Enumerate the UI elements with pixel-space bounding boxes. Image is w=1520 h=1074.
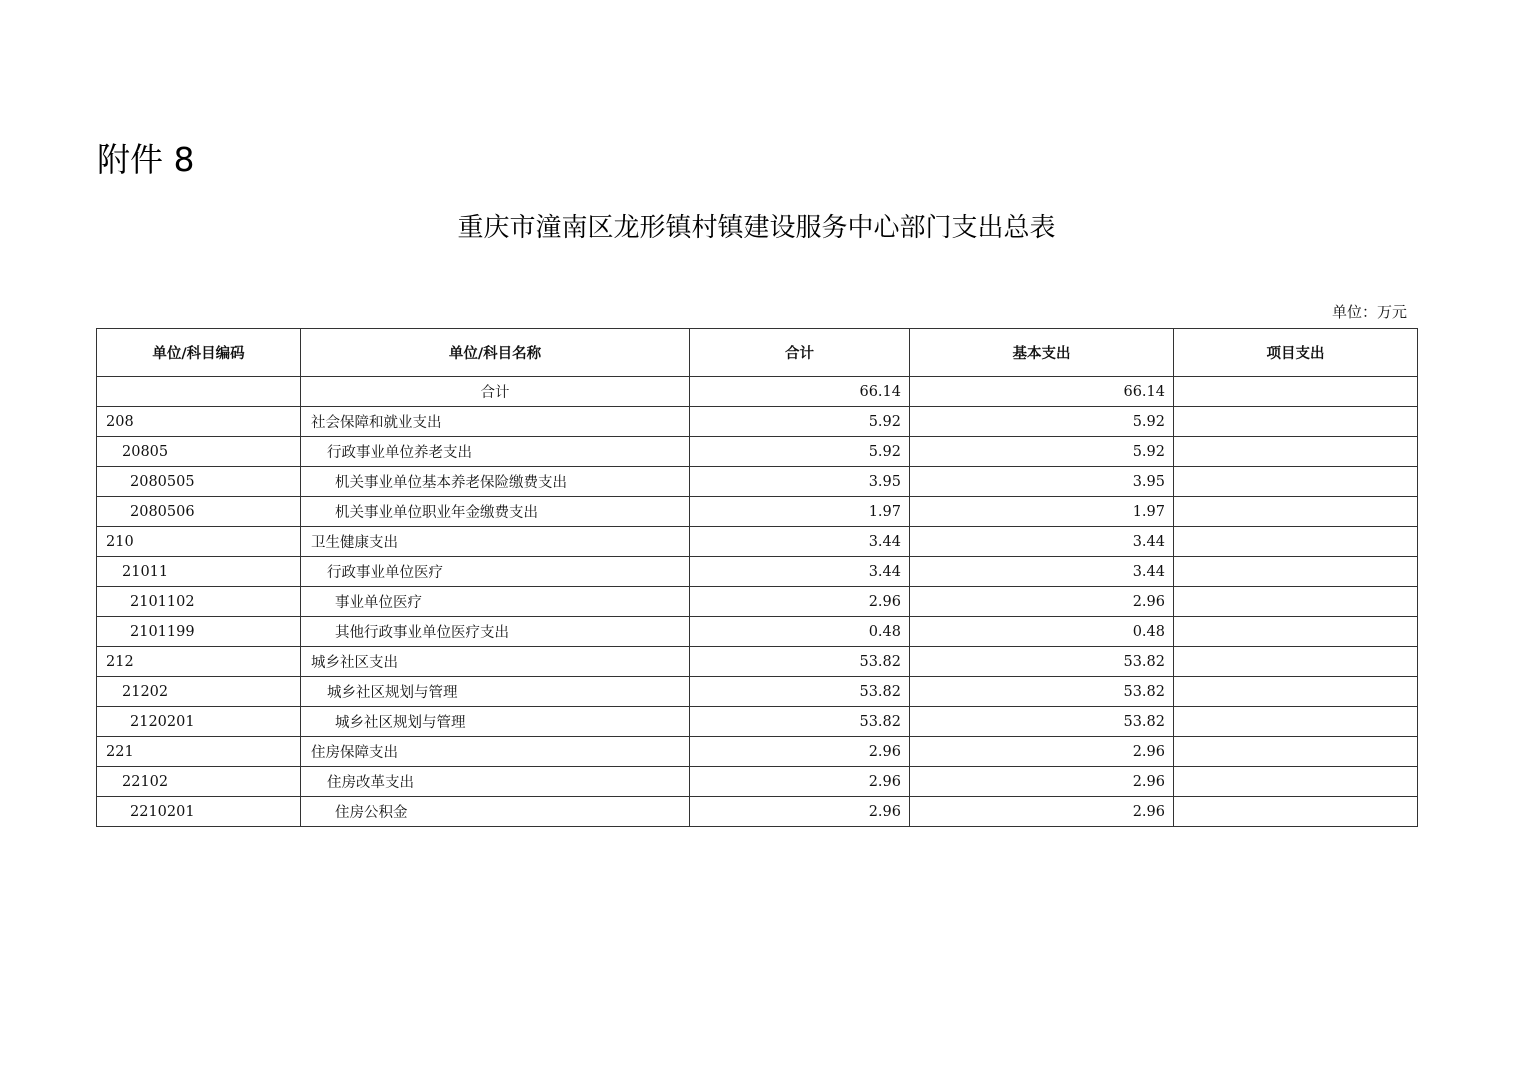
row-basic: 2.96 xyxy=(910,587,1174,617)
total-sum: 66.14 xyxy=(690,377,910,407)
row-total: 2.96 xyxy=(690,767,910,797)
row-project xyxy=(1174,617,1418,647)
table-row xyxy=(97,587,1418,617)
row-code: 2210201 xyxy=(97,797,301,827)
row-total: 5.92 xyxy=(690,407,910,437)
row-code: 2080506 xyxy=(97,497,301,527)
unit-note: 单位：万元 xyxy=(1331,303,1407,321)
row-total: 5.92 xyxy=(690,437,910,467)
row-name: 社会保障和就业支出 xyxy=(301,407,690,437)
table-row xyxy=(97,407,1418,437)
row-code: 210 xyxy=(97,527,301,557)
header-code: 单位/科目编码 xyxy=(97,329,301,377)
row-basic: 3.44 xyxy=(910,557,1174,587)
row-project xyxy=(1174,767,1418,797)
row-total: 2.96 xyxy=(690,737,910,767)
row-total: 3.44 xyxy=(690,527,910,557)
row-project xyxy=(1174,737,1418,767)
document-title: 重庆市潼南区龙形镇村镇建设服务中心部门支出总表 xyxy=(457,213,1056,243)
table-row xyxy=(97,617,1418,647)
row-code: 22102 xyxy=(97,767,301,797)
row-project xyxy=(1174,407,1418,437)
attachment-label: 附件 8 xyxy=(97,140,195,179)
row-total: 2.96 xyxy=(690,797,910,827)
row-basic: 53.82 xyxy=(910,707,1174,737)
header-row xyxy=(97,329,1418,377)
row-code: 21011 xyxy=(97,557,301,587)
row-project xyxy=(1174,647,1418,677)
row-name: 机关事业单位职业年金缴费支出 xyxy=(301,497,690,527)
table-row xyxy=(97,797,1418,827)
expense-table xyxy=(96,328,1418,827)
row-total: 2.96 xyxy=(690,587,910,617)
row-name: 住房改革支出 xyxy=(301,767,690,797)
total-code xyxy=(97,377,301,407)
row-name: 行政事业单位医疗 xyxy=(301,557,690,587)
header-total: 合计 xyxy=(690,329,910,377)
row-project xyxy=(1174,437,1418,467)
row-project xyxy=(1174,557,1418,587)
row-total: 1.97 xyxy=(690,497,910,527)
row-name: 住房保障支出 xyxy=(301,737,690,767)
row-name: 城乡社区支出 xyxy=(301,647,690,677)
table-row xyxy=(97,677,1418,707)
row-code: 2101102 xyxy=(97,587,301,617)
row-project xyxy=(1174,587,1418,617)
row-basic: 2.96 xyxy=(910,767,1174,797)
row-basic: 53.82 xyxy=(910,677,1174,707)
total-row xyxy=(97,377,1418,407)
row-total: 53.82 xyxy=(690,647,910,677)
table-row xyxy=(97,437,1418,467)
row-name: 卫生健康支出 xyxy=(301,527,690,557)
row-name: 其他行政事业单位医疗支出 xyxy=(301,617,690,647)
header-name: 单位/科目名称 xyxy=(301,329,690,377)
row-basic: 3.44 xyxy=(910,527,1174,557)
row-name: 行政事业单位养老支出 xyxy=(301,437,690,467)
table-row xyxy=(97,497,1418,527)
table-row xyxy=(97,647,1418,677)
row-total: 53.82 xyxy=(690,707,910,737)
row-project xyxy=(1174,677,1418,707)
table-row xyxy=(97,767,1418,797)
row-basic: 3.95 xyxy=(910,467,1174,497)
row-basic: 0.48 xyxy=(910,617,1174,647)
table-row xyxy=(97,737,1418,767)
row-project xyxy=(1174,497,1418,527)
table-row xyxy=(97,467,1418,497)
row-code: 221 xyxy=(97,737,301,767)
row-total: 0.48 xyxy=(690,617,910,647)
row-total: 3.95 xyxy=(690,467,910,497)
row-project xyxy=(1174,797,1418,827)
row-basic: 53.82 xyxy=(910,647,1174,677)
row-project xyxy=(1174,527,1418,557)
row-basic: 5.92 xyxy=(910,407,1174,437)
row-code: 2101199 xyxy=(97,617,301,647)
table-row xyxy=(97,707,1418,737)
header-project: 项目支出 xyxy=(1174,329,1418,377)
row-project xyxy=(1174,707,1418,737)
total-project xyxy=(1174,377,1418,407)
row-total: 3.44 xyxy=(690,557,910,587)
row-basic: 2.96 xyxy=(910,797,1174,827)
row-project xyxy=(1174,467,1418,497)
table-row xyxy=(97,557,1418,587)
row-code: 212 xyxy=(97,647,301,677)
row-basic: 1.97 xyxy=(910,497,1174,527)
total-label: 合计 xyxy=(301,377,690,407)
row-code: 2080505 xyxy=(97,467,301,497)
header-basic: 基本支出 xyxy=(910,329,1174,377)
row-code: 208 xyxy=(97,407,301,437)
row-basic: 5.92 xyxy=(910,437,1174,467)
row-code: 2120201 xyxy=(97,707,301,737)
row-name: 事业单位医疗 xyxy=(301,587,690,617)
table-row xyxy=(97,527,1418,557)
row-name: 机关事业单位基本养老保险缴费支出 xyxy=(301,467,690,497)
row-basic: 2.96 xyxy=(910,737,1174,767)
row-code: 20805 xyxy=(97,437,301,467)
row-total: 53.82 xyxy=(690,677,910,707)
total-basic: 66.14 xyxy=(910,377,1174,407)
row-name: 城乡社区规划与管理 xyxy=(301,707,690,737)
row-name: 住房公积金 xyxy=(301,797,690,827)
row-code: 21202 xyxy=(97,677,301,707)
row-name: 城乡社区规划与管理 xyxy=(301,677,690,707)
